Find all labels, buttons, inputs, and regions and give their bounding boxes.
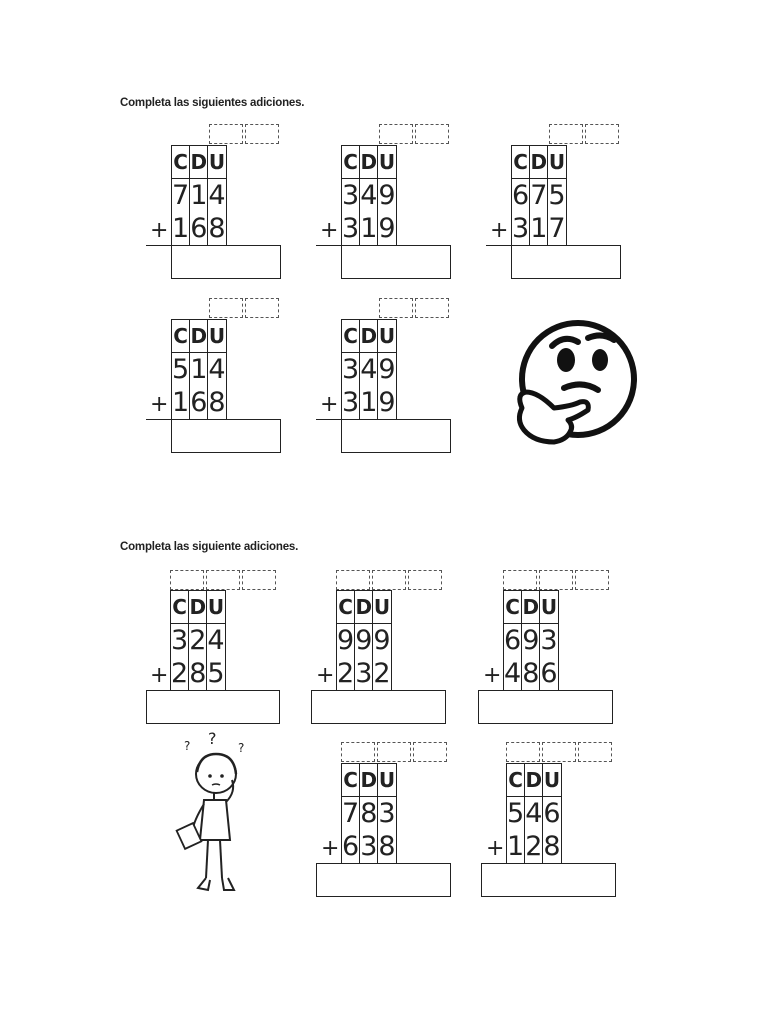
carry-box[interactable] [413,742,447,762]
place-header: C [507,764,525,797]
addend-digit: 3 [360,831,378,862]
carry-box[interactable] [575,570,609,590]
addend-digit: 8 [208,213,226,244]
plus-sign: + [150,392,169,417]
plus-sign: + [321,836,340,861]
addend-digit: 2 [171,658,189,689]
carry-box[interactable] [542,742,576,762]
answer-box[interactable] [311,690,446,724]
answer-box[interactable] [171,245,281,279]
plus-sign: + [150,218,169,243]
carry-boxes [549,124,621,144]
addend-digit: 9 [373,625,391,656]
plus-sign: + [316,663,335,688]
answer-box[interactable] [146,690,280,724]
addend-digit: 9 [378,213,396,244]
addend-digit: 9 [355,625,373,656]
addend-digit: 2 [373,658,391,689]
carry-box[interactable] [415,124,449,144]
addend-digit: 2 [189,625,207,656]
addend-digit: 3 [512,213,530,244]
addend-digit: 1 [507,831,525,862]
addend-digit: 9 [522,625,540,656]
place-header: D [189,591,207,624]
addend-digit: 8 [208,387,226,418]
place-header: D [522,591,540,624]
addend-digit: 6 [342,831,360,862]
carry-box[interactable] [336,570,370,590]
carry-box[interactable] [415,298,449,318]
carry-box[interactable] [206,570,240,590]
place-value-table [506,763,562,864]
instruction-section-2: Completa las siguiente adiciones. [120,541,299,553]
addend-digit: 3 [378,798,396,829]
addend-digit: 3 [540,625,558,656]
answer-box[interactable] [316,863,451,897]
carry-box[interactable] [506,742,540,762]
carry-boxes [336,570,444,590]
addend-digit: 3 [342,180,360,211]
addend-digit: 5 [548,180,566,211]
addend-digit: 5 [172,354,190,385]
place-header: U [378,320,396,353]
place-header: D [360,764,378,797]
place-header: C [342,764,360,797]
carry-boxes [170,570,278,590]
place-header: C [512,146,530,179]
carry-box[interactable] [539,570,573,590]
place-header: U [207,591,225,624]
place-header: C [342,320,360,353]
place-value-table [341,763,397,864]
addend-digit: 3 [171,625,189,656]
answer-box[interactable] [341,419,451,453]
svg-text:?: ? [238,741,245,755]
plus-sign: + [150,663,169,688]
place-header: D [360,146,378,179]
carry-box[interactable] [209,298,243,318]
thinking-face-icon [508,316,648,451]
place-value-table [336,590,392,691]
addend-digit: 8 [360,798,378,829]
plus-sign: + [320,218,339,243]
carry-boxes [506,742,614,762]
svg-text:?: ? [208,729,217,748]
place-value-table [503,590,559,691]
addend-digit: 6 [543,798,561,829]
carry-boxes [341,742,449,762]
carry-box[interactable] [372,570,406,590]
carry-box[interactable] [245,124,279,144]
addend-digit: 7 [548,213,566,244]
carry-box[interactable] [503,570,537,590]
addend-digit: 7 [530,180,548,211]
place-header: C [172,320,190,353]
answer-box[interactable] [341,245,451,279]
place-header: C [504,591,522,624]
carry-box[interactable] [341,742,375,762]
plus-sign: + [320,392,339,417]
answer-box[interactable] [511,245,621,279]
addend-digit: 6 [540,658,558,689]
addend-digit: 5 [507,798,525,829]
addend-digit: 1 [360,213,378,244]
place-header: U [373,591,391,624]
svg-text:?: ? [184,739,191,753]
plus-sign: + [486,836,505,861]
place-header: D [190,320,208,353]
addend-digit: 1 [172,213,190,244]
carry-box[interactable] [578,742,612,762]
addend-digit: 2 [337,658,355,689]
place-header: C [172,146,190,179]
addend-digit: 6 [504,625,522,656]
place-header: D [360,320,378,353]
place-header: U [208,320,226,353]
addend-digit: 4 [360,180,378,211]
place-header: U [208,146,226,179]
place-value-table [171,145,227,246]
addend-digit: 3 [342,354,360,385]
carry-box[interactable] [209,124,243,144]
place-header: D [355,591,373,624]
answer-box[interactable] [481,863,616,897]
addend-digit: 1 [190,180,208,211]
addend-digit: 1 [360,387,378,418]
place-value-table [171,319,227,420]
carry-box[interactable] [408,570,442,590]
place-value-table [341,145,397,246]
place-value-table [511,145,567,246]
place-header: C [337,591,355,624]
addend-digit: 3 [342,387,360,418]
plus-sign: + [490,218,509,243]
addend-digit: 3 [355,658,373,689]
addend-digit: 9 [337,625,355,656]
addend-digit: 9 [378,180,396,211]
addend-digit: 6 [512,180,530,211]
place-header: U [378,146,396,179]
place-header: U [540,591,558,624]
plus-sign: + [483,663,502,688]
addend-digit: 3 [342,213,360,244]
carry-box[interactable] [379,124,413,144]
carry-box[interactable] [170,570,204,590]
answer-box[interactable] [478,690,613,724]
addend-digit: 1 [530,213,548,244]
place-value-table [170,590,226,691]
addend-digit: 9 [378,387,396,418]
addend-digit: 1 [190,354,208,385]
carry-box[interactable] [245,298,279,318]
place-header: D [190,146,208,179]
instruction-section-1: Completa las siguientes adiciones. [120,97,305,109]
place-header: U [543,764,561,797]
place-header: C [171,591,189,624]
place-header: U [378,764,396,797]
addend-digit: 4 [525,798,543,829]
addend-digit: 7 [342,798,360,829]
answer-box[interactable] [171,419,281,453]
carry-box[interactable] [549,124,583,144]
carry-boxes [379,298,451,318]
addend-digit: 5 [207,658,225,689]
addend-digit: 4 [207,625,225,656]
addend-digit: 4 [504,658,522,689]
place-header: U [548,146,566,179]
addend-digit: 6 [190,387,208,418]
addend-digit: 4 [208,354,226,385]
place-header: D [530,146,548,179]
place-header: D [525,764,543,797]
addend-digit: 4 [208,180,226,211]
addend-digit: 7 [172,180,190,211]
addend-digit: 8 [522,658,540,689]
addend-digit: 1 [172,387,190,418]
carry-boxes [379,124,451,144]
carry-box[interactable] [379,298,413,318]
carry-box[interactable] [585,124,619,144]
place-header: C [342,146,360,179]
carry-boxes [503,570,611,590]
addend-digit: 9 [378,354,396,385]
carry-boxes [209,298,281,318]
carry-box[interactable] [377,742,411,762]
addend-digit: 6 [190,213,208,244]
addend-digit: 4 [360,354,378,385]
addend-digit: 8 [378,831,396,862]
addend-digit: 8 [189,658,207,689]
addend-digit: 8 [543,831,561,862]
confused-girl-icon [170,728,260,903]
addend-digit: 2 [525,831,543,862]
place-value-table [341,319,397,420]
carry-box[interactable] [242,570,276,590]
carry-boxes [209,124,281,144]
